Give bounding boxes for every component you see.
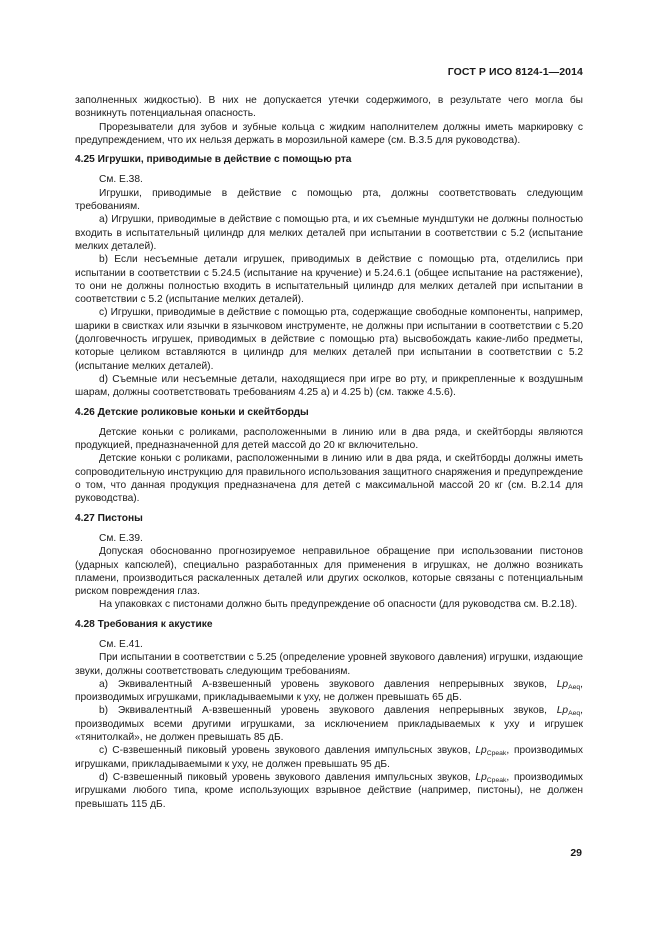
paragraph: См. Е.38. [99, 174, 143, 186]
symbol-lp: Lp [556, 705, 569, 717]
section-heading-4-27: 4.27 Пистоны [75, 512, 143, 524]
list-item: b) Если несъемные детали игрушек, приводимых в действие с помощью рта, отделились при испытании в соответствии с 5.24.5 (испытание на кручение) и 5.24.6.1 (общее испытание на растяжение), то они не должны полностью входить в испытательный цилиндр для мелких деталей при испытании в соответствии с 5.2 (испытание мелких деталей). [75, 254, 583, 306]
subscript-aeq: Aeq [568, 710, 581, 718]
subscript-aeq: Aeq [568, 683, 581, 691]
paragraph: См. Е.39. [99, 532, 143, 544]
paragraph: Прорезыватели для зубов и зубные кольца с жидким наполнителем должны иметь маркировку с предупреждением, что их нельзя держать в морозильной камере (см. В.3.5 для руководства). [75, 121, 583, 146]
document-header: ГОСТ Р ИСО 8124-1—2014 [447, 66, 583, 78]
text-run: b) Эквивалентный А-взвешенный уровень звукового давления непрерывных звуков, [99, 705, 557, 717]
section-heading-4-25: 4.25 Игрушки, приводимые в действие с помощью рта [75, 154, 352, 166]
subscript-cpeak: Cpeak [486, 750, 507, 758]
symbol-lp: Lp [556, 678, 569, 690]
text-run: , производимых игрушками, прикладываемыми к уху, не должен превышать 95 дБ. [75, 745, 583, 770]
document-body [75, 94, 583, 811]
text-run: , производимых игрушками любого типа, кроме использующих взрывное действие (например, пистоны), не должен превышать 115 дБ. [75, 771, 583, 810]
text-run: c) С-взвешенный пиковый уровень звукового давления импульсных звуков, [99, 745, 476, 757]
list-item: c) Игрушки, приводимые в действие с помощью рта, содержащие свободные компоненты, например, шарики в свистках или язычки в язычковом инструменте, не должны при испытании в соответствии с 5.20 (долговечность игрушек, приводимых в действие с помощью рта) высвобождать какие-либо предметы, которые целиком вставляются в цилиндр для мелких деталей при испытании в соответствии с 5.2 (испытание мелких деталей). [75, 307, 583, 372]
paragraph: См. Е.41. [99, 638, 143, 650]
list-item [75, 744, 583, 771]
paragraph: Детские коньки с роликами, расположенными в линию или в два ряда, и скейтборды являются продукцией, предназначенной для детей массой до 20 кг включительно. [75, 426, 583, 452]
list-item [75, 678, 583, 705]
text-run: d) С-взвешенный пиковый уровень звукового давления импульсных звуков, [99, 771, 476, 783]
paragraph: На упаковках с пистонами должно быть предупреждение об опасности (для руководства см. В.2.18). [99, 599, 578, 611]
subscript-cpeak: Cpeak [486, 776, 507, 784]
page-number: 29 [570, 847, 582, 859]
section-heading-4-28: 4.28 Требования к акустике [75, 618, 213, 630]
symbol-lp: Lp [475, 745, 487, 757]
paragraph: Детские коньки с роликами, расположенными в линию или в два ряда, и скейтборды должны иметь сопроводительную инструкцию для правильного использования защитного снаряжения и предупреждение о том, что данная продукция предназначена для детей с максимальной массой 20 кг (см. В.2.14 для руководства). [75, 453, 583, 505]
list-item: d) Съемные или несъемные детали, находящиеся при игре во рту, и прикрепленные к воздушным шарам, должны соответствовать требованиям 4.25 a) и 4.25 b) (см. также 4.5.6). [75, 373, 583, 399]
list-item [75, 704, 583, 744]
paragraph: Допуская обоснованно прогнозируемое неправильное обращение при использовании пистонов (ударных капсюлей), специально разработанных для применения в игрушках, не должно возникать пламени, производиться раскаленных деталей или других осколков, которые связаны с потенциальным риском повреждения глаз. [75, 546, 583, 598]
text-run: , производимых всеми другими игрушками, за исключением прикладываемых к уху и игрушек «тянитолкай», не должен превышать 85 дБ. [75, 705, 583, 744]
text-run: a) Эквивалентный А-взвешенный уровень звукового давления непрерывных звуков, [99, 678, 557, 690]
paragraph: При испытании в соответствии с 5.25 (определение уровней звукового давления) игрушки, издающие звуки, должны соответствовать следующим требованиям. [75, 652, 583, 677]
list-item: a) Игрушки, приводимые в действие с помощью рта, и их съемные мундштуки не должны полностью входить в испытательный цилиндр для мелких деталей при испытании в соответствии с 5.2 (испытание мелких деталей). [75, 214, 583, 252]
list-item [75, 771, 583, 811]
paragraph: Игрушки, приводимые в действие с помощью рта, должны соответствовать следующим требованиям. [75, 187, 583, 213]
paragraph: заполненных жидкостью). В них не допускается утечки содержимого, в результате чего могла бы возникнуть потенциальная опасность. [75, 95, 583, 120]
text-run: , производимых игрушками, прикладываемыми к уху, не должен превышать 65 дБ. [75, 678, 583, 704]
symbol-lp: Lp [475, 771, 487, 783]
section-heading-4-26: 4.26 Детские роликовые коньки и скейтборды [75, 406, 309, 418]
